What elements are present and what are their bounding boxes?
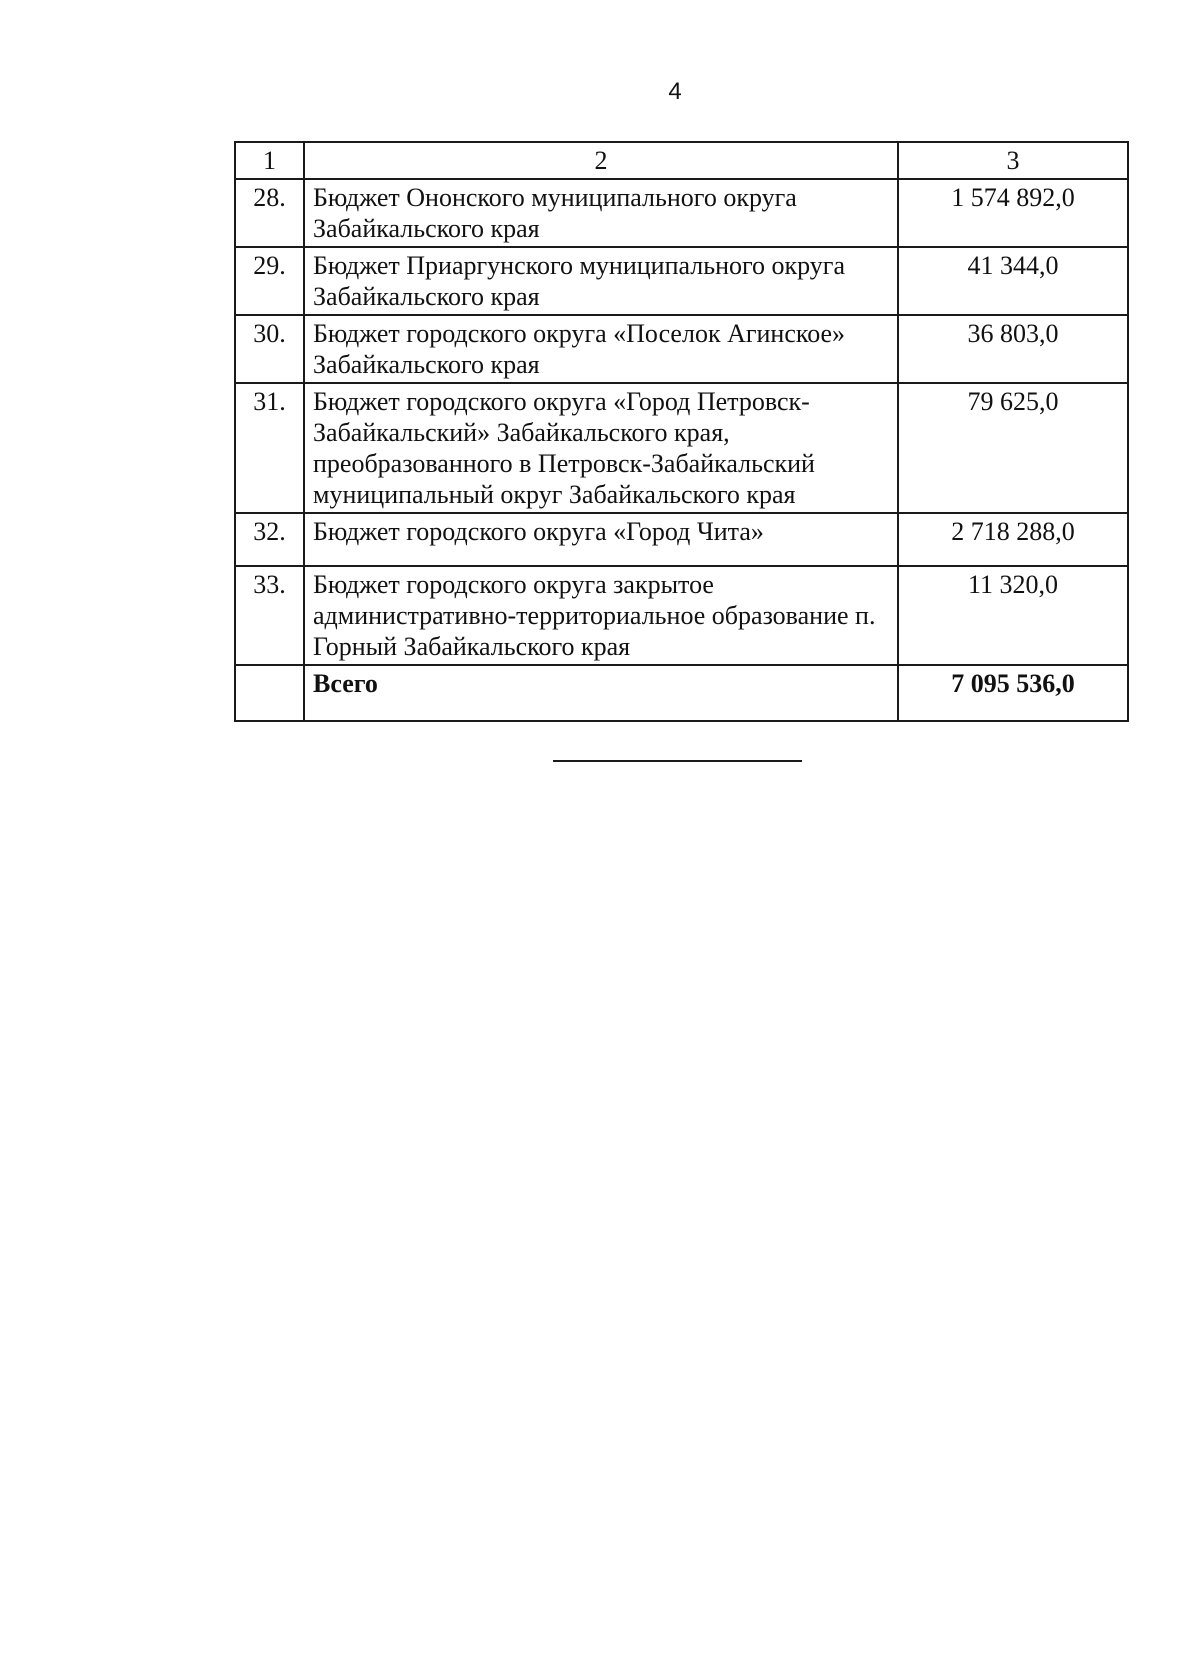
total-number [235,665,304,721]
total-row [235,665,1128,721]
header-cell-name: 2 [304,142,898,179]
row-amount: 79 625,0 [898,383,1128,513]
table-row [235,315,1128,383]
table-row [235,247,1128,315]
row-name: Бюджет городского округа «Поселок Агинское» Забайкальского края [304,315,898,383]
row-number: 28. [235,179,304,247]
table-row [235,179,1128,247]
row-name: Бюджет городского округа «Город Чита» [304,513,898,566]
table-row [235,383,1128,513]
row-number: 33. [235,566,304,665]
row-amount: 41 344,0 [898,247,1128,315]
row-number: 32. [235,513,304,566]
budget-table [234,141,1129,722]
table-row [235,566,1128,665]
row-amount: 1 574 892,0 [898,179,1128,247]
row-amount: 11 320,0 [898,566,1128,665]
header-cell-number: 1 [235,142,304,179]
row-amount: 2 718 288,0 [898,513,1128,566]
row-name: Бюджет городского округа закрытое административно-территориальное образование п. Горный Забайкальского края [304,566,898,665]
page-number: 4 [668,78,682,105]
row-number: 30. [235,315,304,383]
row-name: Бюджет Ононского муниципального округа Забайкальского края [304,179,898,247]
total-amount: 7 095 536,0 [898,665,1128,721]
row-name: Бюджет Приаргунского муниципального округа Забайкальского края [304,247,898,315]
table-header-row [235,142,1128,179]
row-name: Бюджет городского округа «Город Петровск-Забайкальский» Забайкальского края, преобразованного в Петровск-Забайкальский муниципальный округ Забайкальского края [304,383,898,513]
row-number: 31. [235,383,304,513]
header-cell-amount: 3 [898,142,1128,179]
row-amount: 36 803,0 [898,315,1128,383]
table-row [235,513,1128,566]
end-of-document-rule [553,760,802,762]
total-label: Всего [304,665,898,721]
row-number: 29. [235,247,304,315]
